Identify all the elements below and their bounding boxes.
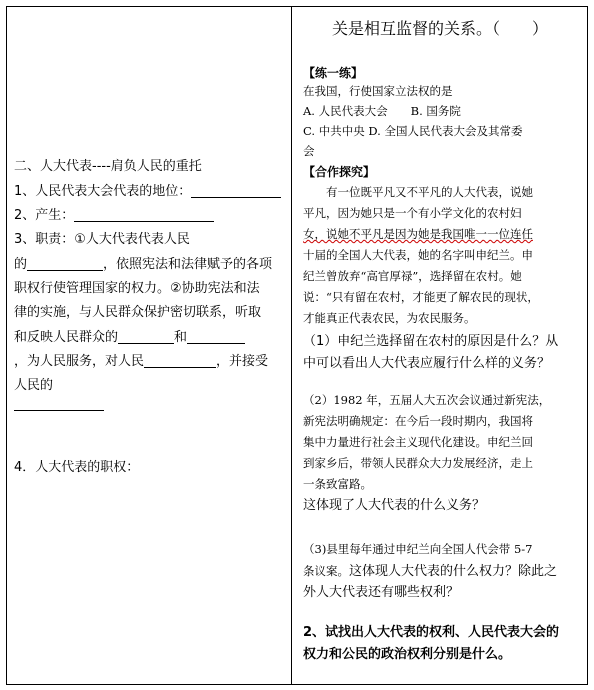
- item-3-line-2: 的 ，依照宪法和法律赋予的各项: [14, 257, 273, 272]
- practice-options-cd: C. 中共中央 D. 全国人民代表大会及其常委: [303, 124, 523, 138]
- answer-blank-will[interactable]: [27, 258, 103, 271]
- top-question-line: 关是相互监督的关系。（ ）: [332, 19, 549, 38]
- column-divider: [291, 6, 292, 685]
- item-2-row: [14, 209, 214, 222]
- story-line: 有一位既平凡又不平凡的人大代表，说她: [303, 185, 533, 199]
- story-line: 才能真正代表农民，为农民服务。: [303, 311, 476, 325]
- question-3-line-1-combined: 条议案。这体现人大代表的什么权力？除此之: [303, 564, 558, 579]
- item-1-text: 1、人民代表大会代表的地位：: [14, 184, 192, 199]
- item-2-text: 2、产生：: [14, 208, 75, 223]
- answer-blank-supervision[interactable]: [14, 398, 104, 411]
- answer-blank-status[interactable]: [191, 185, 281, 198]
- question-2-line: 集中力量进行社会主义现代化建设。申纪兰回: [303, 435, 533, 449]
- practice-options-ab: A. 人民代表大会 B. 国务院: [303, 104, 461, 118]
- practice-header: 【练一练】: [303, 66, 364, 80]
- item-3-line-1: 3、职责：①人大代表代表人民: [14, 232, 190, 247]
- item-3-line-5: 和反映人民群众的 和: [14, 331, 245, 344]
- story-line: 说：“只有留在农村，才能更了解农民的现状，: [303, 290, 539, 304]
- practice-question: 在我国，行使国家立法权的是: [303, 84, 453, 98]
- item-3-line-4: 律的实施，与人民群众保护密切联系，听取: [14, 305, 262, 320]
- story-line: 平凡，因为她只是一个有小学文化的农村妇: [303, 206, 522, 220]
- question-2-line: 一条致富路。: [303, 477, 372, 491]
- question-2-line: 新宪法明确规定：在今后一段时期内，我国将: [303, 414, 533, 428]
- answer-blank-responsible[interactable]: [144, 355, 216, 368]
- question-1-line-1: （1）申纪兰选择留在农村的原因是什么？从: [303, 334, 559, 349]
- question-4-line-2: 权力和公民的政治权利分别是什么。: [303, 647, 512, 662]
- practice-options-end: 会: [303, 144, 315, 158]
- answer-blank-demands[interactable]: [187, 331, 245, 344]
- item-1-row: [14, 185, 281, 198]
- question-4-line-1: 2、试找出人大代表的权利、人民代表大会的: [303, 625, 560, 640]
- question-2-ask: 这体现了人大代表的什么义务？: [303, 498, 486, 513]
- question-3-line-2: 外人大代表还有哪些权利？: [303, 585, 460, 600]
- question-2-line: 到家乡后，带领人民群众大力发展经济，走上: [303, 456, 533, 470]
- story-line: 纪兰曾放弃“高官厚禄”，选择留在农村。她: [303, 269, 522, 283]
- item-4-text: 4．人大代表的职权：: [14, 460, 140, 475]
- answer-blank-opinions[interactable]: [118, 331, 174, 344]
- section-title: 二、人大代表----肩负人民的重托: [14, 159, 202, 174]
- question-1-line-2: 中可以看出人大代表应履行什么样的义务？: [303, 356, 551, 371]
- story-line: 十届的全国人大代表，她的名字叫申纪兰。申: [303, 248, 533, 262]
- item-3-line-6: ，为人民服务，对人民 ，并接受: [14, 354, 269, 369]
- item-3-line-8: [14, 398, 104, 411]
- question-3-line-1: （3)县里每年通过申纪兰向全国人代会带 5-7: [303, 542, 533, 556]
- answer-blank-election[interactable]: [74, 209, 214, 222]
- item-3-line-7: 人民的: [14, 378, 54, 393]
- explore-header: 【合作探究】: [303, 165, 376, 179]
- question-2-line: （2）1982 年，五届人大五次会议通过新宪法，: [303, 393, 551, 407]
- item-3-line-3: 职权行使管理国家的权力。②协助宪法和法: [14, 281, 260, 296]
- story-line: 女，说她不平凡是因为她是我国唯一一位连任: [303, 227, 533, 241]
